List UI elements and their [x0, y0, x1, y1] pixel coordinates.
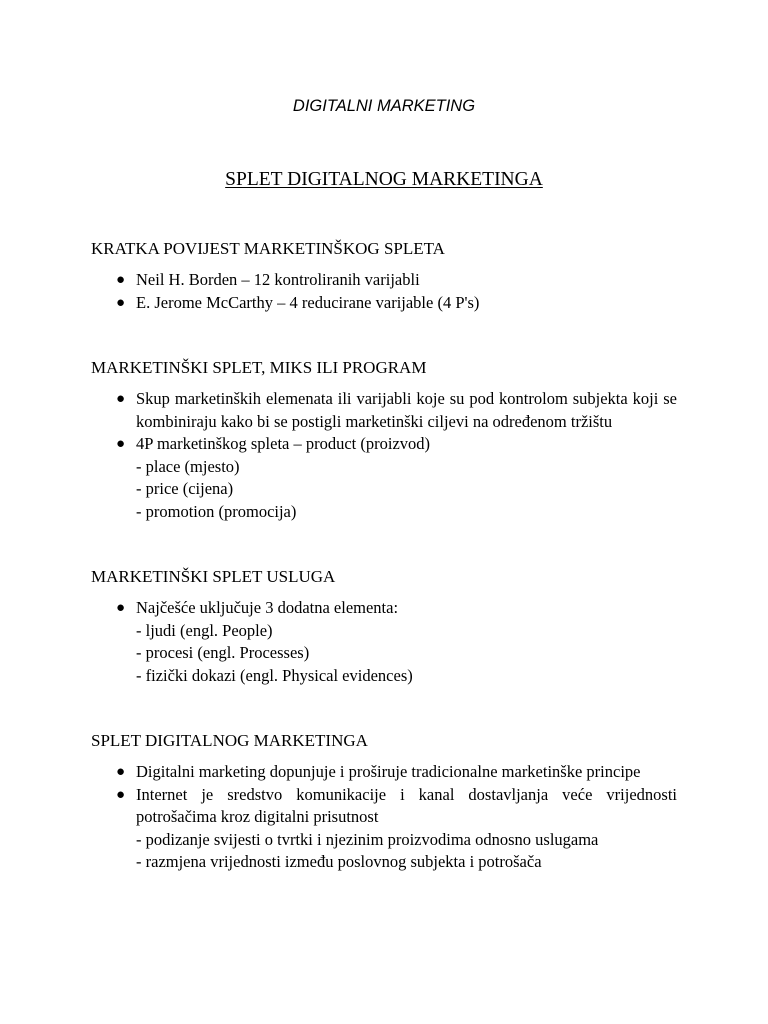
list-item-text: E. Jerome McCarthy – 4 reducirane varijable (4 P's)	[136, 292, 480, 312]
list-item-text: Digitalni marketing dopunjuje i proširuje tradicionalne marketinške principe	[136, 762, 641, 781]
document-body	[91, 237, 677, 874]
list-item	[91, 761, 677, 784]
list-item-text: Najčešće uključuje 3 dodatna elementa:	[136, 598, 399, 617]
bullet-list	[91, 269, 677, 314]
sub-item: - promotion (promocija)	[136, 501, 297, 521]
bullet-icon: ●	[116, 764, 126, 780]
list-item	[91, 597, 677, 687]
list-item	[91, 292, 677, 315]
section-digital-mix	[91, 729, 677, 874]
bullet-list	[91, 388, 677, 523]
section-heading: KRATKA POVIJEST MARKETINŠKOG SPLETA	[91, 239, 445, 258]
list-item-text: Neil H. Borden – 12 kontroliranih varijabli	[136, 270, 420, 289]
bullet-list	[91, 597, 677, 687]
sub-item: - place (mjesto)	[136, 456, 240, 476]
list-item	[91, 269, 677, 292]
bullet-icon: ●	[116, 294, 126, 311]
section-heading: MARKETINŠKI SPLET, MIKS ILI PROGRAM	[91, 358, 427, 377]
page-header: DIGITALNI MARKETING	[292, 97, 476, 115]
list-item	[91, 388, 677, 433]
sub-item: - price (cijena)	[136, 479, 234, 498]
sub-item: - podizanje svijesti o tvrtki i njezinim proizvodima odnosno uslugama	[136, 829, 599, 849]
bullet-icon: ●	[116, 436, 126, 452]
list-item	[91, 784, 677, 874]
sub-item: - ljudi (engl. People)	[136, 620, 273, 640]
section-marketing-mix	[91, 356, 677, 523]
list-item-text: Internet je sredstvo komunikacije i kanal dostavljanja veće vrijednosti potrošačima kroz digitalni prisutnost	[136, 784, 677, 826]
sub-item: - procesi (engl. Processes)	[136, 643, 310, 662]
bullet-icon: ●	[116, 600, 126, 616]
sub-item: - razmjena vrijednosti između poslovnog subjekta i potrošača	[136, 852, 542, 871]
bullet-icon: ●	[116, 272, 126, 288]
section-heading: MARKETINŠKI SPLET USLUGA	[91, 567, 336, 586]
bullet-list	[91, 761, 677, 874]
section-services-mix	[91, 565, 677, 687]
list-item-text: 4P marketinškog spleta – product (proizvod)	[136, 434, 431, 453]
list-item	[91, 433, 677, 523]
list-item-text: Skup marketinških elemenata ili varijabli koje su pod kontrolom subjekta koji se kombiniraju kako bi se postigli marketinški ciljevi na određenom tržištu	[136, 389, 677, 431]
section-history	[91, 237, 677, 314]
section-heading: SPLET DIGITALNOG MARKETINGA	[91, 731, 368, 750]
bullet-icon: ●	[116, 786, 126, 803]
bullet-icon: ●	[116, 391, 126, 407]
document-title: SPLET DIGITALNOG MARKETINGA	[225, 169, 543, 190]
sub-item: - fizički dokazi (engl. Physical evidences)	[136, 665, 413, 685]
